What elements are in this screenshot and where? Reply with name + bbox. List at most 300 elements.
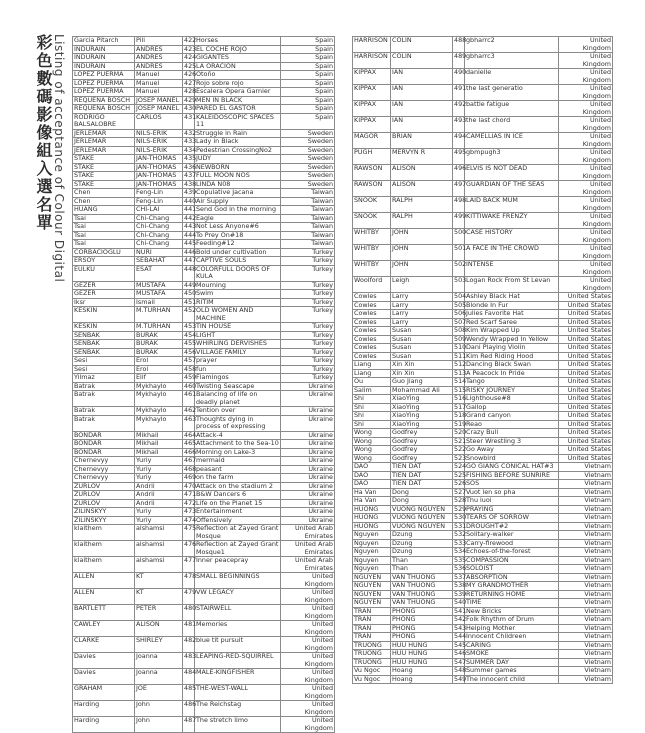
title-cell: Carry-firewood <box>465 539 559 548</box>
given-name-cell: JOSEP MANEL <box>135 105 183 114</box>
title-cell: JUDY <box>195 155 281 164</box>
country-cell: United Kingdom <box>559 69 613 85</box>
title-cell: Folk Rhythm of Drum <box>465 616 559 625</box>
title-cell: LAID BACK MUM <box>465 197 559 213</box>
title-cell: Summer games <box>465 667 559 676</box>
table-row <box>353 616 613 625</box>
table-row <box>73 189 335 198</box>
title-cell: VILLAGE FAMILY <box>195 348 281 357</box>
surname-cell: WHITBY <box>353 261 391 277</box>
entry-number-cell: 459 <box>184 373 197 381</box>
surname-cell: Nguyen <box>353 556 391 565</box>
given-name-cell: JOHN <box>391 261 453 277</box>
title-cell: PRAYING <box>465 505 559 514</box>
country-cell: Vietnam <box>559 624 613 633</box>
title-cell: MEN IN BLACK <box>195 96 281 105</box>
title-cell: Pedestrian CrossingNo2 <box>195 146 281 155</box>
entry-number-cell: 430 <box>184 104 197 112</box>
title-cell: Gallop <box>465 403 559 412</box>
surname-cell: Batrak <box>73 391 135 407</box>
entry-number-cell: 520 <box>454 428 467 436</box>
title-cell: KITTIWAKE FRENZY <box>465 213 559 229</box>
title-cell: The Reichstag <box>195 701 281 717</box>
table-row <box>353 69 613 85</box>
title-cell: CASE HISTORY <box>465 229 559 245</box>
title-cell: Steer Wrestling 3 <box>465 437 559 446</box>
given-name-cell: alshamsi <box>135 557 183 573</box>
surname-cell: Tsai <box>73 240 135 249</box>
given-name-cell: Joanna <box>135 669 183 685</box>
given-name-cell: Mykhaylo <box>135 391 183 407</box>
given-name-cell: Yuriy <box>135 474 183 483</box>
entry-number-cell: 450 <box>184 289 197 297</box>
entry-number-cell: 522 <box>454 445 467 453</box>
table-row <box>353 548 613 557</box>
country-cell: Vietnam <box>559 582 613 591</box>
surname-cell: Batrak <box>73 415 135 431</box>
title-cell: Rojo sobre rojo <box>195 79 281 88</box>
entry-number-cell: 427 <box>184 78 197 87</box>
surname-cell: HUONG <box>353 522 391 531</box>
given-name-cell: PHONG <box>391 616 453 625</box>
table-row <box>353 412 613 421</box>
table-row <box>73 573 335 589</box>
given-name-cell: VAN THUONG <box>391 590 453 599</box>
title-cell: THE-WEST-WALL <box>195 685 281 701</box>
given-name-cell: Godfrey <box>391 454 453 463</box>
entry-number-cell: 468 <box>184 464 197 473</box>
given-name-cell: HUU HUNG <box>391 658 453 667</box>
country-cell: Vietnam <box>559 565 613 574</box>
entry-number-cell: 540 <box>454 598 467 606</box>
entry-number-cell: 439 <box>184 188 197 196</box>
surname-cell: klaithem <box>73 557 135 573</box>
given-name-cell: XiaoYing <box>391 403 453 412</box>
given-name-cell: Erol <box>135 357 183 366</box>
country-cell: Spain <box>281 71 335 80</box>
table-row <box>73 307 335 323</box>
given-name-cell: Mohammad Ali <box>391 386 453 395</box>
given-name-cell: NILS-ERIK <box>135 146 183 155</box>
country-cell: Sweden <box>281 155 335 164</box>
surname-cell: DAO <box>353 471 391 480</box>
country-cell: Spain <box>281 62 335 71</box>
country-cell: United Kingdom <box>559 85 613 101</box>
surname-cell: ALLEN <box>73 589 135 605</box>
entry-number-cell: 545 <box>454 640 467 649</box>
table-row <box>73 54 335 63</box>
given-name-cell: HUU HUNG <box>391 641 453 650</box>
title-cell: Wendy Wrapped In Yellow <box>465 335 559 344</box>
title-cell: Escalera Opera Garnier <box>195 88 281 97</box>
entry-number-cell: 533 <box>454 538 467 547</box>
title-cell: Vuot len so pha <box>465 488 559 497</box>
title-cell: Ashley Black Hat <box>465 293 559 302</box>
country-cell: Taiwan <box>281 206 335 215</box>
country-cell: United Kingdom <box>559 197 613 213</box>
entry-number-cell: 510 <box>454 343 467 351</box>
surname-cell: ZILINSKYY <box>73 516 135 525</box>
given-name-cell: Than <box>391 556 453 565</box>
country-cell: Ukraine <box>281 465 335 474</box>
title-cell: battle fatigue <box>465 101 559 117</box>
title-cell: NEWBORN <box>195 163 281 172</box>
entry-number-cell: 526 <box>454 479 467 487</box>
country-cell: Sweden <box>281 146 335 155</box>
country-cell: Taiwan <box>281 189 335 198</box>
entry-number-cell: 529 <box>454 504 467 513</box>
title-cell: CAMELLIAS IN ICE <box>465 133 559 149</box>
entry-number-cell: 492 <box>453 101 465 117</box>
entry-number-cell: 443 <box>184 222 197 230</box>
entry-number-cell: 424 <box>184 53 197 61</box>
given-name-cell: VUONG NGUYEN <box>391 522 453 531</box>
given-name-cell: VAN THUONG <box>391 599 453 608</box>
country-cell: United States <box>559 454 613 463</box>
table-row <box>353 327 613 336</box>
table-row <box>73 323 335 332</box>
title-cell: Swim <box>195 290 281 299</box>
surname-cell: TRUONG <box>353 641 391 650</box>
entry-number-cell: 470 <box>184 481 197 490</box>
title-cell: Balancing of life on deadly planet <box>195 391 281 407</box>
surname-cell: MAGOR <box>353 133 391 149</box>
title-cell: RISKY JOURNEY <box>465 386 559 395</box>
country-cell: Turkey <box>281 357 335 366</box>
country-cell: Ukraine <box>281 457 335 466</box>
given-name-cell: Erol <box>135 365 183 374</box>
table-row <box>353 463 613 472</box>
table-row <box>73 541 335 557</box>
entry-number-cell: 490 <box>453 69 465 85</box>
entry-number-cell: 449 <box>184 280 197 289</box>
country-cell: United States <box>559 344 613 353</box>
surname-cell: Garcia Pitarch <box>73 37 135 46</box>
title-cell: A Peacock In Pride <box>465 369 559 378</box>
given-name-cell: MUSTAFA <box>135 281 183 290</box>
country-cell: United States <box>559 412 613 421</box>
title-cell: MY GRANDMOTHER <box>465 582 559 591</box>
country-cell: United Kingdom <box>559 213 613 229</box>
surname-cell: RAWSON <box>353 165 391 181</box>
entry-number-cell: 471 <box>184 490 197 498</box>
given-name-cell: ESAT <box>135 265 183 281</box>
given-name-cell: JAN-THOMAS <box>135 163 183 172</box>
title-cell: VW LEGACY <box>195 589 281 605</box>
country-cell: United Arab Emirates <box>281 557 335 573</box>
given-name-cell: SEBAHAT <box>135 257 183 266</box>
country-cell: United States <box>559 437 613 446</box>
table-row <box>353 133 613 149</box>
entry-number-cell: 484 <box>183 669 195 685</box>
entry-number-cell: 514 <box>454 377 467 385</box>
surname-cell: JERLEMAR <box>73 138 135 147</box>
surname-cell: Davies <box>73 653 135 669</box>
surname-cell: Ha Van <box>353 497 391 506</box>
entry-number-cell: 423 <box>184 44 197 53</box>
country-cell: United States <box>559 429 613 438</box>
entry-number-cell: 509 <box>454 334 467 343</box>
entry-number-cell: 544 <box>454 632 467 640</box>
title-cell: Red Scarf Saree <box>465 318 559 327</box>
given-name-cell: Larry <box>391 310 453 319</box>
surname-cell: LOPEZ PUERMA <box>73 88 135 97</box>
country-cell: Sweden <box>281 138 335 147</box>
given-name-cell: CARLOS <box>135 113 183 129</box>
surname-cell: KIPPAX <box>353 85 391 101</box>
entry-number-cell: 479 <box>183 589 195 605</box>
title-cell: Otoño <box>195 71 281 80</box>
entry-number-cell: 495 <box>453 149 465 165</box>
entry-number-cell: 507 <box>454 317 467 326</box>
table-row <box>353 229 613 245</box>
surname-cell: Chen <box>73 197 135 206</box>
surname-cell: Wong <box>353 429 391 438</box>
given-name-cell: BURAK <box>135 348 183 357</box>
title-cell: SMALL BEGINNINGS <box>195 573 281 589</box>
title-cell: RITIM <box>195 298 281 307</box>
given-name-cell: IAN <box>391 117 453 133</box>
surname-cell: HUONG <box>353 514 391 523</box>
title-cell: RETURNING HOME <box>465 590 559 599</box>
entry-number-cell: 477 <box>183 557 195 573</box>
surname-cell: LOPEZ PUERMA <box>73 79 135 88</box>
title-cell: SOLOIST <box>465 565 559 574</box>
title-cell: Snowbird <box>465 454 559 463</box>
table-row <box>353 531 613 540</box>
table-row <box>353 293 613 302</box>
entry-number-cell: 461 <box>183 391 195 407</box>
given-name-cell: Chi-Chang <box>135 214 183 223</box>
given-name-cell: Yuriy <box>135 465 183 474</box>
entry-number-cell: 515 <box>454 385 467 394</box>
surname-cell: TRAN <box>353 607 391 616</box>
entry-number-cell: 530 <box>454 513 467 521</box>
given-name-cell: Manuel <box>135 79 183 88</box>
given-name-cell: Chi-Chang <box>135 240 183 249</box>
country-cell: Ukraine <box>281 508 335 517</box>
entry-number-cell: 489 <box>453 53 465 69</box>
surname-cell: Nguyen <box>353 548 391 557</box>
given-name-cell: CHI-LAI <box>135 206 183 215</box>
surname-cell: TRAN <box>353 633 391 642</box>
entry-number-cell: 523 <box>454 453 467 462</box>
given-name-cell: ANDRES <box>135 62 183 71</box>
entry-number-cell: 485 <box>183 685 195 701</box>
given-name-cell: Joanna <box>135 653 183 669</box>
surname-cell: Salim <box>353 386 391 395</box>
given-name-cell: Mikhail <box>135 431 183 440</box>
table-row <box>353 675 613 684</box>
given-name-cell: Godfrey <box>391 429 453 438</box>
title-cell: Kim Red Riding Hood <box>465 352 559 361</box>
given-name-cell: PHONG <box>391 633 453 642</box>
surname-cell: ALLEN <box>73 573 135 589</box>
country-cell: Ukraine <box>281 431 335 440</box>
given-name-cell: alshamsi <box>135 541 183 557</box>
entry-number-cell: 501 <box>453 245 465 261</box>
given-name-cell: Dong <box>391 497 453 506</box>
entry-number-cell: 425 <box>184 61 197 70</box>
title-cell: TIN HOUSE <box>195 323 281 332</box>
given-name-cell: Manuel <box>135 88 183 97</box>
title-cell: Echoes-of-the-forest <box>465 548 559 557</box>
country-cell: United Kingdom <box>559 133 613 149</box>
country-cell: Turkey <box>281 248 335 257</box>
entry-number-cell: 481 <box>183 621 195 637</box>
country-cell: Ukraine <box>281 440 335 449</box>
title-cell: Julies Favorite Hat <box>465 310 559 319</box>
surname-cell: BONDAR <box>73 440 135 449</box>
entry-number-cell: 466 <box>184 447 197 456</box>
country-cell: Ukraine <box>281 448 335 457</box>
table-row <box>73 491 335 500</box>
country-cell: Sweden <box>281 129 335 138</box>
title-cell: TIME <box>465 599 559 608</box>
entry-number-cell: 538 <box>454 581 467 589</box>
entry-number-cell: 534 <box>454 547 467 555</box>
table-row <box>353 101 613 117</box>
title-cell: danielle <box>465 69 559 85</box>
surname-cell: HUANG <box>73 206 135 215</box>
entry-number-cell: 467 <box>184 456 197 464</box>
country-cell: Spain <box>281 37 335 46</box>
given-name-cell: Feng-Lin <box>135 197 183 206</box>
given-name-cell: Susan <box>391 352 453 361</box>
title-cell: Memories <box>195 621 281 637</box>
country-cell: Ukraine <box>281 391 335 407</box>
table-row <box>353 446 613 455</box>
entry-number-cell: 433 <box>184 137 197 145</box>
surname-cell: SENBAK <box>73 331 135 340</box>
title-cell: GUARDIAN OF THE SEAS <box>465 181 559 197</box>
country-cell: Turkey <box>281 331 335 340</box>
entry-number-cell: 527 <box>454 487 467 496</box>
title-cell: ABSORPTION <box>465 573 559 582</box>
title-cell: Twisting Seascape <box>195 382 281 391</box>
table-row <box>73 138 335 147</box>
title-cell: gbmpugh3 <box>465 149 559 165</box>
surname-cell: Tsai <box>73 223 135 232</box>
country-cell: United States <box>559 446 613 455</box>
country-cell: Vietnam <box>559 650 613 659</box>
country-cell: United States <box>559 403 613 412</box>
page-title-english: Listing of acceptance of Colour Digital <box>52 34 66 283</box>
surname-cell: Nguyen <box>353 531 391 540</box>
country-cell: United States <box>559 369 613 378</box>
surname-cell: Cowles <box>353 327 391 336</box>
title-cell: SMOKE <box>465 650 559 659</box>
country-cell: Turkey <box>281 281 335 290</box>
given-name-cell: JOE <box>135 685 183 701</box>
entry-number-cell: 440 <box>184 196 197 205</box>
country-cell: United Kingdom <box>559 229 613 245</box>
given-name-cell: NILS-ERIK <box>135 138 183 147</box>
given-name-cell: John <box>135 701 183 717</box>
title-cell: Offensively <box>195 516 281 525</box>
given-name-cell: Elif <box>135 374 183 383</box>
surname-cell: TRUONG <box>353 650 391 659</box>
entry-number-cell: 483 <box>183 653 195 669</box>
surname-cell: ZURLOV <box>73 491 135 500</box>
title-cell: the last generatio <box>465 85 559 101</box>
surname-cell: Cowles <box>353 310 391 319</box>
country-cell: Vietnam <box>559 471 613 480</box>
country-cell: United Kingdom <box>559 149 613 165</box>
given-name-cell: IAN <box>391 69 453 85</box>
title-cell: Tention over <box>195 407 281 416</box>
surname-cell: CORBACIOGLU <box>73 248 135 257</box>
entry-number-cell: 462 <box>184 406 197 414</box>
surname-cell: KESKIN <box>73 307 135 323</box>
surname-cell: WHITBY <box>353 245 391 261</box>
given-name-cell: IAN <box>391 101 453 117</box>
entry-number-cell: 437 <box>184 171 197 179</box>
given-name-cell: HUU HUNG <box>391 650 453 659</box>
entry-number-cell: 436 <box>184 162 197 171</box>
entry-number-cell: 460 <box>184 381 197 390</box>
title-cell: Bold under cultivation <box>195 248 281 257</box>
country-cell: Spain <box>281 88 335 97</box>
title-cell: DROUGHT#2 <box>465 522 559 531</box>
entry-number-cell: 547 <box>454 657 467 666</box>
country-cell: Spain <box>281 96 335 105</box>
given-name-cell: Than <box>391 565 453 574</box>
country-cell: Vietnam <box>559 514 613 523</box>
entry-number-cell: 457 <box>184 356 197 364</box>
entry-number-cell: 428 <box>184 87 197 95</box>
entry-number-cell: 506 <box>454 309 467 317</box>
table-row <box>73 105 335 114</box>
given-name-cell: XiaoYing <box>391 420 453 429</box>
table-row <box>73 457 335 466</box>
given-name-cell: Yuriy <box>135 516 183 525</box>
entry-number-cell: 542 <box>454 615 467 623</box>
table-row <box>73 71 335 80</box>
entry-number-cell: 447 <box>184 256 197 264</box>
country-cell: Ukraine <box>281 474 335 483</box>
given-name-cell: PETER <box>135 605 183 621</box>
country-cell: United Kingdom <box>559 277 613 293</box>
entry-number-cell: 438 <box>184 179 197 188</box>
given-name-cell: Susan <box>391 335 453 344</box>
surname-cell: HARRISON <box>353 53 391 69</box>
country-cell: Vietnam <box>559 522 613 531</box>
table-row <box>353 117 613 133</box>
entry-number-cell: 429 <box>184 95 197 104</box>
given-name-cell: TIEN DAT <box>391 463 453 472</box>
title-cell: New Bricks <box>465 607 559 616</box>
entry-number-cell: 499 <box>453 213 465 229</box>
country-cell: Vietnam <box>559 658 613 667</box>
table-row <box>73 589 335 605</box>
table-row <box>73 88 335 97</box>
entry-number-cell: 445 <box>184 239 197 247</box>
given-name-cell: ALISON <box>135 621 183 637</box>
title-cell: prayer <box>195 357 281 366</box>
country-cell: United States <box>559 420 613 429</box>
country-cell: Vietnam <box>559 633 613 642</box>
entry-number-cell: 535 <box>454 555 467 564</box>
given-name-cell: VAN THUONG <box>391 573 453 582</box>
country-cell: United Kingdom <box>559 37 613 53</box>
title-cell: Go Away <box>465 446 559 455</box>
surname-cell: Tsai <box>73 214 135 223</box>
table-row <box>73 391 335 407</box>
title-cell: FISHING BEFORE SUNRIRE <box>465 471 559 480</box>
entry-number-cell: 435 <box>184 154 197 162</box>
title-cell: Blonde In Fur <box>465 301 559 310</box>
